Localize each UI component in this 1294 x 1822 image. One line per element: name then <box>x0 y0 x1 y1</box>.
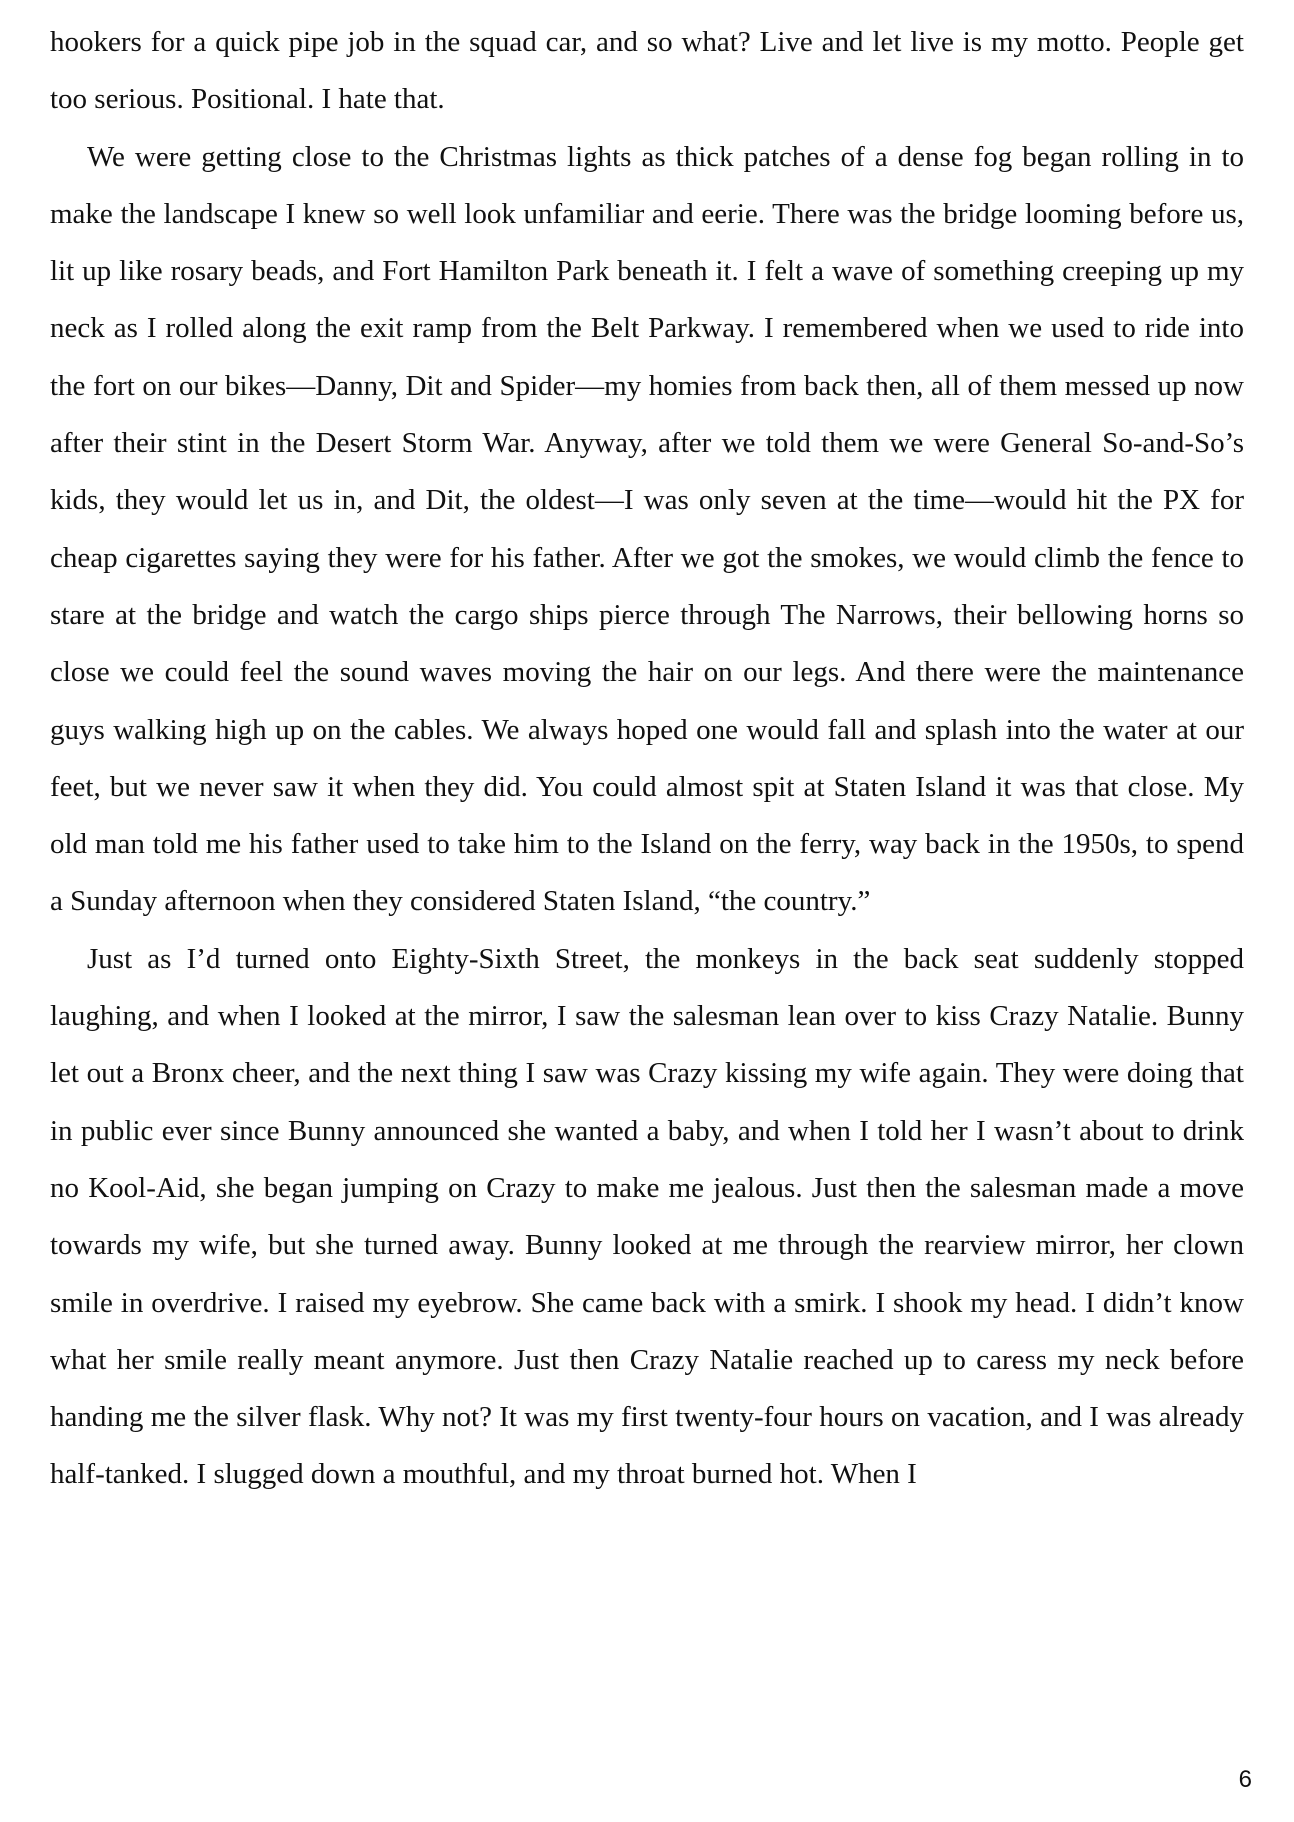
body-text <box>50 14 1244 1504</box>
paragraph-2: We were getting close to the Christmas lights as thick patches of a dense fog began rolling in to make the landscape I knew so well look unfamiliar and eerie. There was the bridge looming before us, lit up like rosary beads, and Fort Hamilton Park beneath it. I felt a wave of something creeping up my neck as I rolled along the exit ramp from the Belt Parkway. I remembered when we used to ride into the fort on our bikes—Danny, Dit and Spider—my homies from back then, all of them messed up now after their stint in the Desert Storm War. Anyway, after we told them we were General So-and-So’s kids, they would let us in, and Dit, the oldest—I was only seven at the time—would hit the PX for cheap cigarettes saying they were for his father. After we got the smokes, we would climb the fence to stare at the bridge and watch the cargo ships pierce through The Narrows, their bellowing horns so close we could feel the sound waves moving the hair on our legs. And there were the maintenance guys walking high up on the cables. We always hoped one would fall and splash into the water at our feet, but we never saw it when they did. You could almost spit at Staten Island it was that close. My old man told me his father used to take him to the Island on the ferry, way back in the 1950s, to spend a Sunday afternoon when they considered Staten Island, “the country.” <box>50 140 1244 918</box>
paragraph-1: hookers for a quick pipe job in the squad car, and so what? Live and let live is my motto. People get too serious. Positional. I hate that. <box>50 26 1244 116</box>
paragraph-3: Just as I’d turned onto Eighty-Sixth Street, the monkeys in the back seat suddenly stopped laughing, and when I looked at the mirror, I saw the salesman lean over to kiss Crazy Natalie. Bunny let out a Bronx cheer, and the next thing I saw was Crazy kissing my wife again. They were doing that in public ever since Bunny announced she wanted a baby, and when I told her I wasn’t about to drink no Kool-Aid, she began jumping on Crazy to make me jealous. Just then the salesman made a move towards my wife, but she turned away. Bunny looked at me through the rearview mirror, her clown smile in overdrive. I raised my eyebrow. She came back with a smirk. I shook my head. I didn’t know what her smile really meant anymore. Just then Crazy Natalie reached up to caress my neck before handing me the silver flask. Why not? It was my first twenty-four hours on vacation, and I was already half-tanked. I slugged down a mouthful, and my throat burned hot. When I <box>50 942 1244 1491</box>
page-number: 6 <box>1238 1766 1252 1793</box>
